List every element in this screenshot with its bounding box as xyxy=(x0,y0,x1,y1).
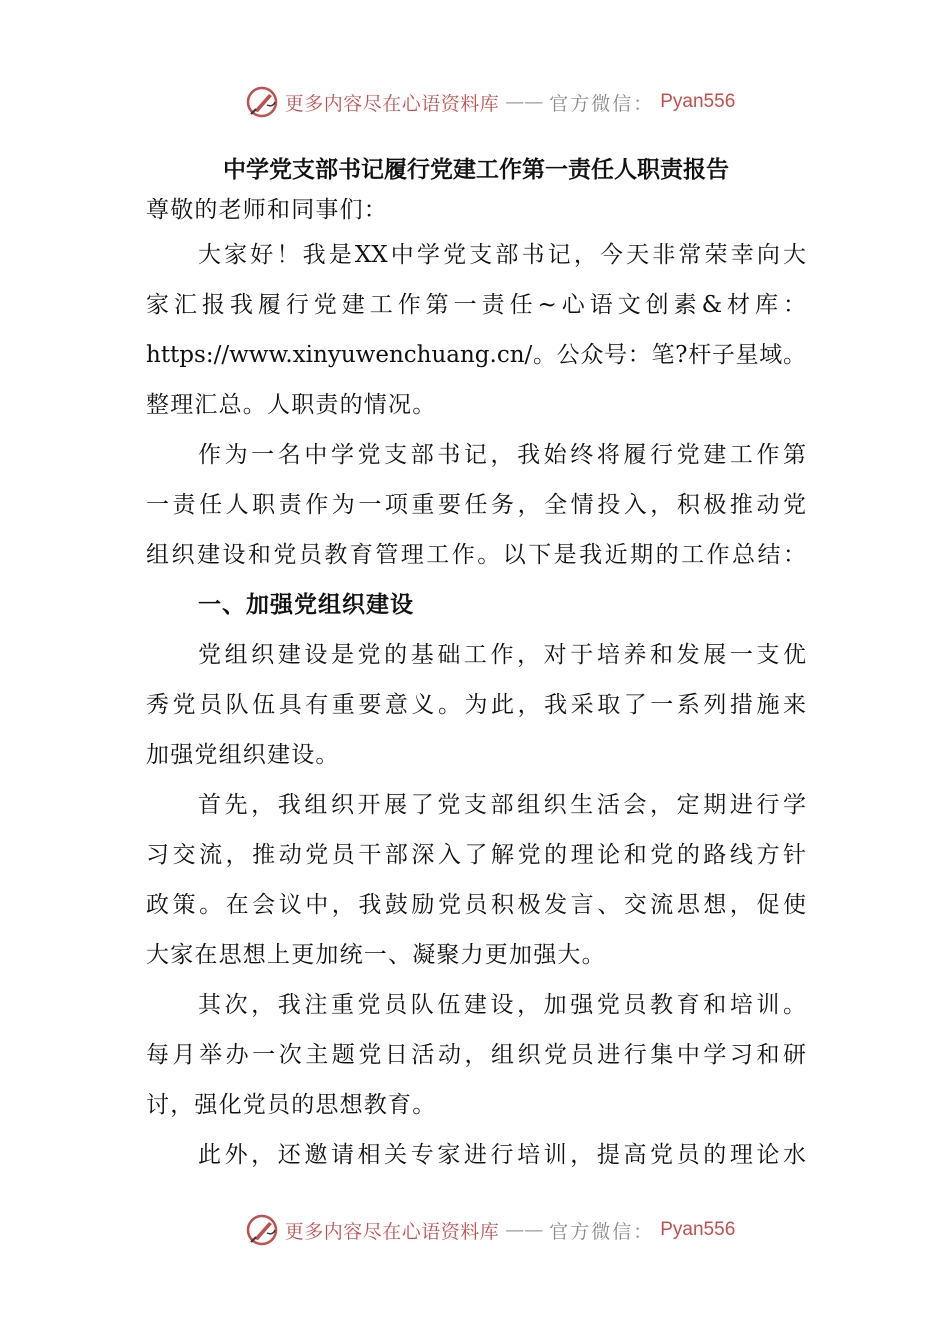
banner-slogan: 更多内容尽在心语资料库 xyxy=(284,92,500,115)
banner-wechat-label: 官方微信： xyxy=(549,1220,655,1243)
quill-logo-icon xyxy=(245,85,279,119)
paragraph-line: 家汇报我履行党建工作第一责任~心语文创素&材库： xyxy=(146,292,806,318)
banner-dash: —— xyxy=(505,91,544,113)
banner-slogan: 更多内容尽在心语资料库 xyxy=(284,1220,500,1243)
paragraph-line: 秀党员队伍具有重要意义。为此，我采取了一系列措施来 xyxy=(146,692,806,718)
header-banner xyxy=(0,82,950,122)
paragraph-line: 整理汇总。人职责的情况。 xyxy=(146,392,437,418)
paragraph-line: 大家在思想上更加统一、凝聚力更加强大。 xyxy=(146,942,606,968)
banner-wechat-id: Pyan556 xyxy=(660,1219,736,1240)
paragraph-line: https://www.xinyuwenchuang.cn/。公众号：笔?杆子星域。 xyxy=(146,342,806,368)
section-heading: 一、加强党组织建设 xyxy=(198,592,414,618)
banner-wechat-id: Pyan556 xyxy=(660,91,736,112)
paragraph-line: 加强党组织建设。 xyxy=(146,742,340,768)
footer-banner xyxy=(0,1210,950,1250)
paragraph-line: 讨，强化党员的思想教育。 xyxy=(146,1092,437,1118)
quill-logo-icon xyxy=(245,1213,279,1247)
document-title: 中学党支部书记履行党建工作第一责任人职责报告 xyxy=(223,157,729,183)
salutation: 尊敬的老师和同事们： xyxy=(146,197,388,223)
paragraph-line: 每月举办一次主题党日活动，组织党员进行集中学习和研 xyxy=(146,1042,806,1068)
paragraph-line: 政策。在会议中，我鼓励党员积极发言、交流思想，促使 xyxy=(146,892,806,918)
paragraph-line: 党组织建设是党的基础工作，对于培养和发展一支优 xyxy=(198,642,806,668)
paragraph-line: 大家好！我是XX中学党支部书记，今天非常荣幸向大 xyxy=(198,242,806,268)
paragraph-line: 习交流，推动党员干部深入了解党的理论和党的路线方针 xyxy=(146,842,806,868)
paragraph-line: 此外，还邀请相关专家进行培训，提高党员的理论水 xyxy=(198,1142,806,1168)
paragraph-line: 作为一名中学党支部书记，我始终将履行党建工作第 xyxy=(198,442,806,468)
banner-wechat-label: 官方微信： xyxy=(549,92,655,115)
paragraph-line: 组织建设和党员教育管理工作。以下是我近期的工作总结： xyxy=(146,542,806,568)
document-body xyxy=(146,150,806,1180)
banner-dash: —— xyxy=(505,1219,544,1241)
paragraph-line: 首先，我组织开展了党支部组织生活会，定期进行学 xyxy=(198,792,806,818)
paragraph-line: 其次，我注重党员队伍建设，加强党员教育和培训。 xyxy=(198,992,806,1018)
paragraph-line: 一责任人职责作为一项重要任务，全情投入，积极推动党 xyxy=(146,492,806,518)
